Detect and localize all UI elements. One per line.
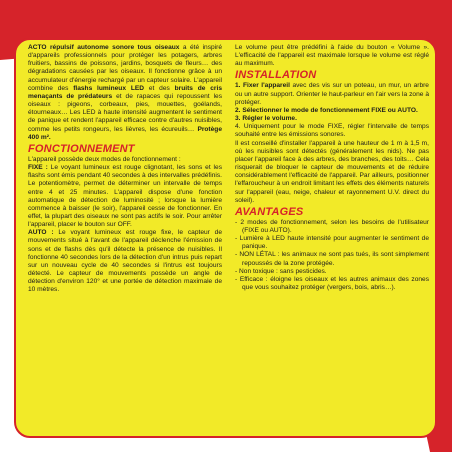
- list-item: - Lumière à LED haute intensité pour augmenter le sentiment de panique.: [235, 235, 429, 251]
- intro-paragraph: ACTO répulsif autonome sonore tous oiseaux a été inspiré d'appareils professionnels pour protéger les potagers, arbres fruitiers, bassins de poissons, jardins, bosquets de fleurs… des dégradations causées par les oiseaux. Il fonctionne grâce à un accumulateur d'énergie rechargé par un capteur solaire. L'appareil combine des flashs lumineux LED et des bruits de cris menaçants de prédateurs et de rapaces qui repoussent les oiseaux : pigeons, corbeaux, pies, mouettes, goélands, étourneaux… Les LED à haute intensité augmentent le sentiment de panique et rendent l'appareil efficace contre d'autres nuisibles, comme les petits rongeurs, les lièvres, les écureuils… Protège 400 m².: [28, 44, 223, 141]
- mode-auto-paragraph: AUTO : Le voyant lumineux est rouge fixe, le capteur de mouvements situé à l'avant de l'appareil déclenche l'émission de sons et de flashs dès qu'il détecte la présence de nuisibles. Il fonctionne 40 secondes lors de la détection d'un intrus puis repart sur un nouveau cycle de 40 secondes si l'intrus est toujours détecté. Le capteur de mouvements possède un angle de détection d'environ 120° et une portée de détection maximale de 10 mètres.: [28, 229, 222, 294]
- instruction-panel: [14, 38, 437, 438]
- volume-paragraph: Le volume peut être prédéfini à l'aide du bouton « Volume ». L'efficacité de l'appareil est maximale lorsque le volume est réglé au maximum.: [235, 44, 429, 68]
- avantages-list: [235, 219, 429, 292]
- list-item: - Efficace : éloigne les oiseaux et les autres animaux des zones que vous souhaitez protéger (vergers, bois, abris…).: [235, 275, 429, 292]
- heading-avantages: AVANTAGES: [235, 205, 304, 218]
- install-step-4: 4. Uniquement pour le mode FIXE, régler l'intervalle de temps souhaité entre les émissions sonores.: [235, 123, 429, 139]
- list-item: - Non toxique : sans pesticides.: [235, 267, 327, 275]
- list-item: - NON LÉTAL : les animaux ne sont pas tués, ils sont simplement repoussés de la zone protégée.: [235, 251, 429, 267]
- heading-installation: INSTALLATION: [235, 69, 317, 82]
- left-column: [28, 44, 222, 295]
- coverage-area: Protège 400 m².: [28, 125, 222, 141]
- mode-fixe-paragraph: FIXE : Le voyant lumineux est rouge clignotant, les sons et les flashs sont émis pendant 40 secondes à des intervalles prédéfinis. Le potentiomètre, permet de déterminer un intervalle de temps entre 4 et 25 minutes. L'appareil dispose d'une fonction automatique de détection de luminosité ; lorsque la lumière commence à baisser (le soir), l'appareil cesse de fonctionner. En effet, la plupart des oiseaux ne sont pas actifs le soir. Pour arrêter l'appareil, placer le bouton sur OFF.: [28, 164, 222, 229]
- list-item: - 2 modes de fonctionnement, selon les besoins de l'utilisateur (FIXE ou AUTO).: [235, 218, 429, 234]
- product-name: ACTO répulsif autonome sonore tous oiseaux: [28, 44, 180, 51]
- install-step-1: 1. Fixer l'appareil avec des vis sur un poteau, un mur, un arbre ou un autre support. Orienter le haut-parleur en l'air vers la zone à protéger.: [235, 82, 429, 106]
- installation-advice: Il est conseillé d'installer l'appareil à une hauteur de 1 m à 1,5 m, où les nuisibles sont détectés (généralement les nids). Ne pas placer l'appareil face à des arbres, des branches, des toits… Cela risquerait de bloquer le capteur de mouvements et de réduire considérablement l'efficacité de l'appareil. Par ailleurs, positionner l'effaroucheur à un endroit limitant les effets des éléments naturels sur l'appareil (eau, neige, chaleur et rayonnement U.V. direct du soleil).: [235, 139, 429, 204]
- right-column: [235, 44, 429, 292]
- modes-intro: L'appareil possède deux modes de fonctionnement :: [28, 155, 181, 163]
- install-step-3: 3. Régler le volume.: [235, 115, 297, 123]
- install-step-2: 2. Sélectionner le mode de fonctionnement FIXE ou AUTO.: [235, 106, 418, 114]
- heading-fonctionnement: FONCTIONNEMENT: [28, 142, 135, 155]
